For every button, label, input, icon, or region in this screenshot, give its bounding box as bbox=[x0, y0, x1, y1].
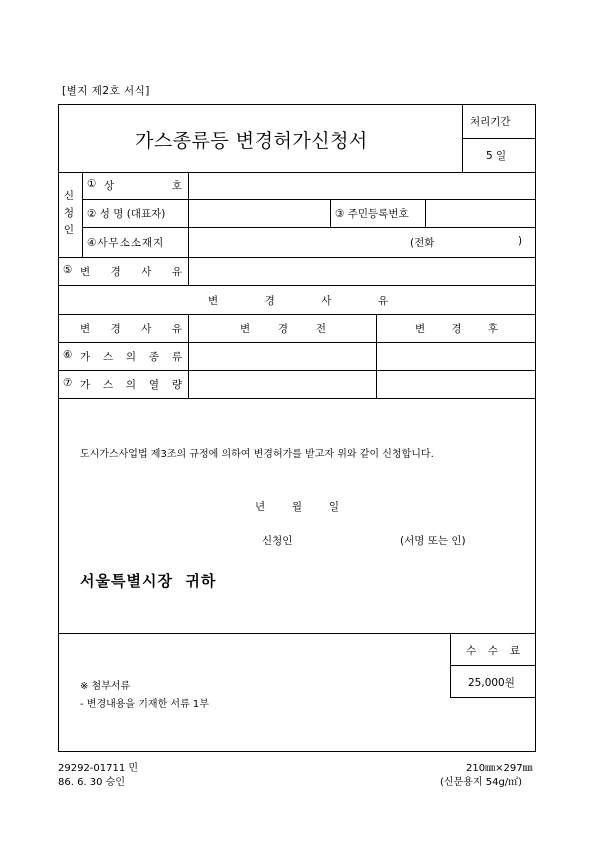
change-reason-number: ⑤ bbox=[63, 264, 73, 276]
form-reference: [별지 제2호 서식] bbox=[62, 85, 150, 97]
phone-field[interactable] bbox=[442, 229, 512, 255]
phone-close: ) bbox=[518, 235, 523, 247]
name-field[interactable] bbox=[190, 201, 328, 225]
gas-type-label: 가 스 의 종 류 bbox=[80, 351, 182, 363]
attachments-heading: ※ 첨부서류 bbox=[80, 681, 131, 692]
gas-heat-number: ⑦ bbox=[63, 377, 73, 389]
trade-name-number: ① bbox=[87, 178, 97, 190]
office-address-label: ④사무소소재지 bbox=[87, 237, 165, 249]
form-title: 가스종류등 변경허가신청서 bbox=[135, 130, 368, 152]
form-code: 29292-01711 민 bbox=[58, 763, 139, 774]
gas-type-before-field[interactable] bbox=[190, 344, 374, 369]
recipient: 서울특별시장 귀하 bbox=[80, 572, 217, 590]
column-before-header: 변 경 전 bbox=[240, 323, 326, 335]
approval-date: 86. 6. 30 승인 bbox=[58, 777, 126, 788]
paper-size: 210㎜×297㎜ bbox=[466, 763, 533, 774]
signature-note: (서명 또는 인) bbox=[400, 535, 466, 547]
trade-name-field[interactable] bbox=[190, 174, 534, 198]
fee-value: 25,000원 bbox=[468, 677, 515, 689]
resident-number-label: ③ 주민등록번호 bbox=[335, 208, 409, 220]
change-details-header: 변 경 사 유 bbox=[208, 295, 388, 307]
gas-heat-label: 가 스 의 열 량 bbox=[80, 379, 182, 391]
column-after-header: 변 경 후 bbox=[415, 323, 498, 335]
fee-label: 수 수 료 bbox=[466, 645, 520, 657]
processing-period-label: 처리기간 bbox=[470, 116, 511, 128]
resident-number-field[interactable] bbox=[427, 201, 534, 225]
change-reason-field[interactable] bbox=[190, 259, 534, 284]
paper-type: (신문용지 54g/㎡) bbox=[440, 777, 523, 788]
gas-type-after-field[interactable] bbox=[378, 344, 534, 369]
applicant-sign-label: 신청인 bbox=[262, 535, 293, 547]
gas-type-number: ⑥ bbox=[63, 349, 73, 361]
trade-name-label: 상 호 bbox=[104, 180, 182, 192]
attachments-item: - 변경내용을 기재한 서류 1부 bbox=[80, 699, 209, 710]
application-date: 년 월 일 bbox=[255, 501, 339, 513]
processing-period-value: 5 일 bbox=[486, 150, 507, 162]
phone-label: (전화 bbox=[410, 237, 435, 249]
column-reason-header: 변 경 사 유 bbox=[80, 323, 182, 335]
change-reason-label: 변 경 사 유 bbox=[80, 266, 182, 278]
application-statement: 도시가스사업법 제3조의 규정에 의하여 변경허가를 받고자 위와 같이 신청합니다. bbox=[80, 449, 434, 460]
applicant-side-label: 신 청 인 bbox=[63, 190, 75, 236]
gas-heat-after-field[interactable] bbox=[378, 372, 534, 397]
gas-heat-before-field[interactable] bbox=[190, 372, 374, 397]
name-label: ② 성 명 (대표자) bbox=[87, 208, 166, 220]
office-address-field[interactable] bbox=[190, 229, 400, 255]
